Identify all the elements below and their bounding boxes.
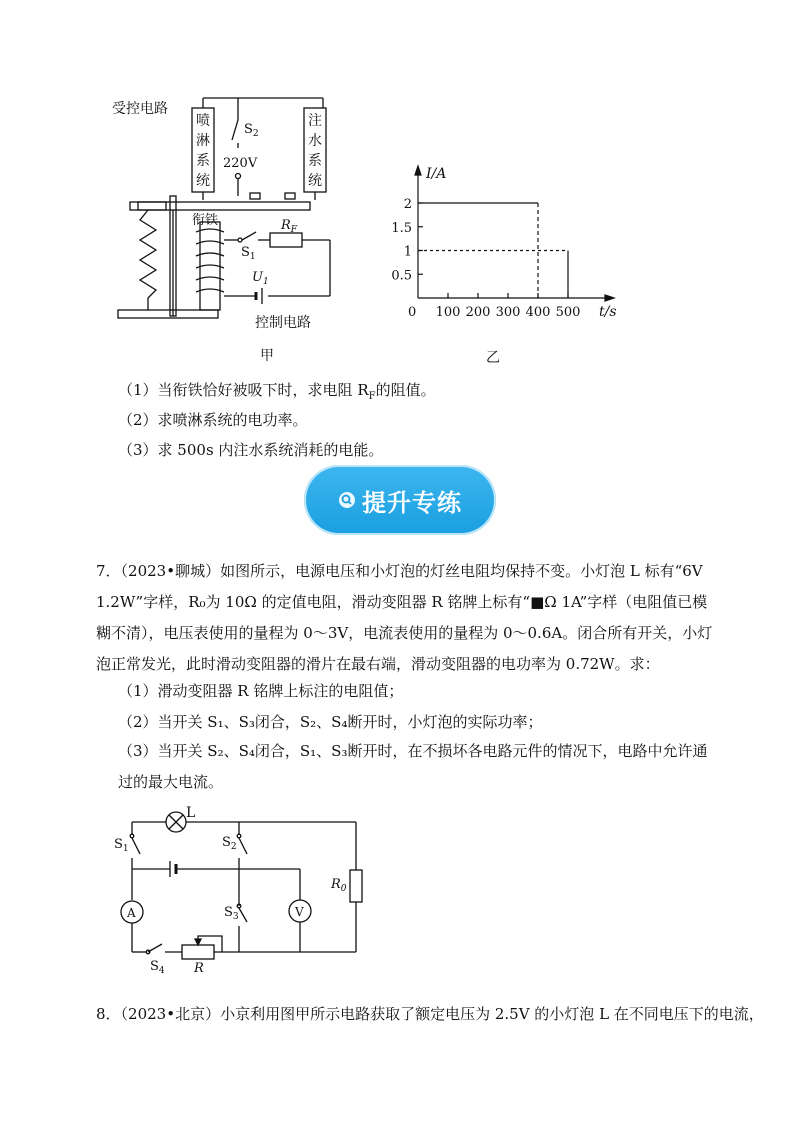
figure-jia-caption: 甲: [260, 348, 274, 364]
practice-banner: [304, 465, 496, 535]
lamp-label: L: [186, 805, 196, 821]
problem-7-source: （2023•聊城）: [120, 562, 221, 580]
y-tick-label-0: 2: [403, 197, 412, 212]
x-tick-label-4: 500: [555, 305, 581, 320]
s1-label: $S_1$: [114, 837, 129, 854]
circuit-7: [110, 800, 380, 980]
x-tick-label-1: 200: [465, 305, 491, 320]
y-axis-label: I/A: [426, 166, 447, 182]
resistor-r0-symbol: [350, 870, 362, 902]
x-tick-label-2: 300: [495, 305, 521, 320]
rheostat-label: R: [194, 961, 204, 976]
rheostat-symbol: [182, 945, 214, 959]
problem-7-text: 如图所示，电源电压和小灯泡的灯丝电阻均保持不变。小灯泡 L 标有“6V 1.2W”字样，R₀为 10Ω 的定值电阻，滑动变阻器 R 铭牌上标有“■Ω 1A”字样（电阻值已模糊不清），电压表使用的量程为 0～3V，电流表使用的量程为 0～0.6A。闭合所有开关，小灯泡正常发光，此时滑动变阻器的滑片在最右端，滑动变阻器的电功率为 0.72W。求：: [96, 562, 713, 673]
s4-label: $S_4$: [150, 959, 165, 976]
s2-label: $S_2$: [222, 835, 237, 852]
ammeter-label: A: [127, 906, 136, 920]
right-system-char-2: 水: [308, 133, 322, 149]
x-tick-label-3: 400: [525, 305, 551, 320]
x-axis-label: t/s: [599, 304, 617, 320]
switch-s1-label: $S_1$: [241, 245, 256, 262]
voltmeter-label: V: [295, 905, 304, 919]
y-axis-arrow: [415, 166, 421, 175]
source-u1-label: $U_1$: [252, 270, 269, 287]
problem-8-source: （2023•北京）: [120, 1005, 221, 1023]
problem-8-body: [96, 1004, 764, 1024]
problem-7-number: 7．: [96, 562, 121, 580]
x-tick-label-0: 100: [435, 305, 461, 320]
y-tick-label-2: 1: [403, 244, 412, 260]
controlled-circuit-label: 受控电路: [112, 101, 168, 117]
control-circuit-label: 控制电路: [255, 315, 311, 331]
figure-yi-chart: [380, 160, 630, 370]
switch-s2-label: $S_2$: [244, 122, 259, 139]
problem-8-number: 8．: [96, 1005, 121, 1023]
r0-label: $R_0$: [331, 877, 347, 894]
x-axis-arrow: [605, 295, 614, 301]
problem-7-q1: （1）滑动变阻器 R 铭牌上标注的电阻值；: [118, 682, 404, 700]
problem-7-body: [96, 556, 718, 680]
q6-question-3: （3）求 500s 内注水系统消耗的电能。: [118, 441, 384, 459]
left-system-char-1: 喷: [196, 113, 210, 129]
problem-7-q3: （3）当开关 S₂、S₄闭合，S₁、S₃断开时，在不损坏各电路元件的情况下，电路中允许通过的最大电流。: [118, 742, 708, 791]
left-system-char-2: 淋: [196, 133, 210, 149]
origin-label: 0: [408, 305, 417, 320]
right-system-char-4: 统: [308, 173, 322, 189]
problem-7-q2: （2）当开关 S₁、S₃闭合，S₂、S₄断开时，小灯泡的实际功率；: [118, 713, 543, 731]
left-system-char-4: 统: [196, 173, 210, 189]
figure-jia: [110, 90, 350, 370]
q6-question-1: （1）当衔铁恰好被吸下时，求电阻 $R_F$的阻值。: [118, 381, 436, 402]
figure-yi-caption: 乙: [486, 350, 500, 366]
y-tick-label-3: 0.5: [391, 268, 412, 284]
q6-question-2: （2）求喷淋系统的电功率。: [118, 411, 308, 429]
s3-label: $S_3$: [224, 905, 239, 922]
resistor-rf-label: $R_F$: [281, 218, 298, 235]
banner-label: 提升专练: [362, 488, 462, 517]
search-bubble-icon: [338, 491, 356, 509]
y-tick-label-1: 1.5: [391, 220, 412, 236]
left-system-char-3: 系: [196, 153, 210, 169]
right-system-char-1: 注: [308, 113, 322, 129]
right-system-char-3: 系: [308, 153, 322, 169]
voltage-label: 220V: [223, 156, 258, 171]
armature-label: 衔铁: [192, 213, 219, 228]
problem-8-text: 小京利用图甲所示电路获取了额定电压为 2.5V 的小灯泡 L 在不同电压下的电流，: [220, 1005, 764, 1023]
